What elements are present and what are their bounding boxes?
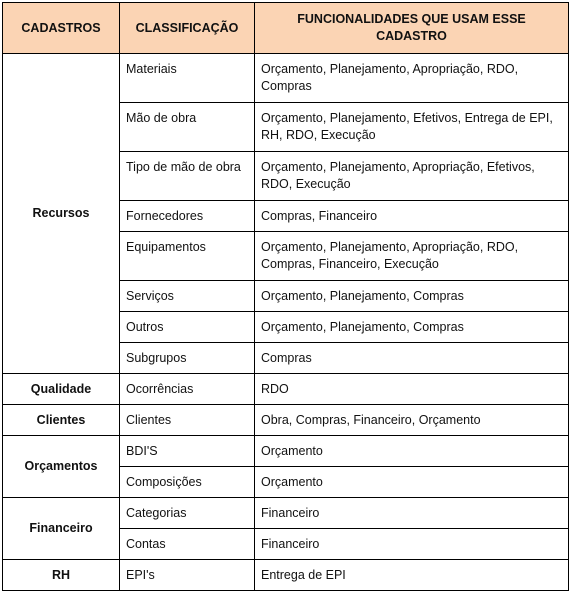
table-row	[3, 54, 569, 103]
classificacao-cell: Categorias	[120, 498, 255, 529]
group-cell: Clientes	[3, 405, 120, 436]
classificacao-cell: BDI'S	[120, 436, 255, 467]
cadastros-table	[2, 2, 569, 591]
classificacao-cell: Equipamentos	[120, 232, 255, 281]
funcionalidades-cell: RDO	[255, 374, 569, 405]
funcionalidades-cell: Financeiro	[255, 498, 569, 529]
header-row	[3, 3, 569, 54]
table-header	[3, 3, 569, 54]
funcionalidades-cell: Orçamento, Planejamento, Efetivos, Entrega de EPI, RH, RDO, Execução	[255, 103, 569, 152]
classificacao-cell: Fornecedores	[120, 201, 255, 232]
group-cell: RH	[3, 560, 120, 591]
classificacao-cell: Contas	[120, 529, 255, 560]
funcionalidades-cell: Orçamento, Planejamento, Apropriação, Efetivos, RDO, Execução	[255, 152, 569, 201]
funcionalidades-cell: Obra, Compras, Financeiro, Orçamento	[255, 405, 569, 436]
classificacao-cell: Serviços	[120, 281, 255, 312]
table-row	[3, 436, 569, 467]
header-funcionalidades: FUNCIONALIDADES QUE USAM ESSE CADASTRO	[255, 3, 569, 54]
table-row	[3, 405, 569, 436]
table-body	[3, 54, 569, 591]
funcionalidades-cell: Compras, Financeiro	[255, 201, 569, 232]
classificacao-cell: Subgrupos	[120, 343, 255, 374]
funcionalidades-cell: Orçamento, Planejamento, Apropriação, RDO, Compras	[255, 54, 569, 103]
classificacao-cell: Outros	[120, 312, 255, 343]
classificacao-cell: Ocorrências	[120, 374, 255, 405]
funcionalidades-cell: Entrega de EPI	[255, 560, 569, 591]
classificacao-cell: Clientes	[120, 405, 255, 436]
classificacao-cell: Mão de obra	[120, 103, 255, 152]
classificacao-cell: Tipo de mão de obra	[120, 152, 255, 201]
funcionalidades-cell: Orçamento	[255, 436, 569, 467]
classificacao-cell: Composições	[120, 467, 255, 498]
funcionalidades-cell: Financeiro	[255, 529, 569, 560]
funcionalidades-cell: Orçamento	[255, 467, 569, 498]
funcionalidades-cell: Compras	[255, 343, 569, 374]
funcionalidades-cell: Orçamento, Planejamento, Compras	[255, 312, 569, 343]
funcionalidades-cell: Orçamento, Planejamento, Compras	[255, 281, 569, 312]
group-cell: Recursos	[3, 54, 120, 374]
funcionalidades-cell: Orçamento, Planejamento, Apropriação, RDO, Compras, Financeiro, Execução	[255, 232, 569, 281]
group-cell: Financeiro	[3, 498, 120, 560]
header-classificacao: CLASSIFICAÇÃO	[120, 3, 255, 54]
table-row	[3, 374, 569, 405]
table-row	[3, 498, 569, 529]
header-cadastros: CADASTROS	[3, 3, 120, 54]
group-cell: Qualidade	[3, 374, 120, 405]
table-row	[3, 560, 569, 591]
classificacao-cell: EPI's	[120, 560, 255, 591]
group-cell: Orçamentos	[3, 436, 120, 498]
classificacao-cell: Materiais	[120, 54, 255, 103]
